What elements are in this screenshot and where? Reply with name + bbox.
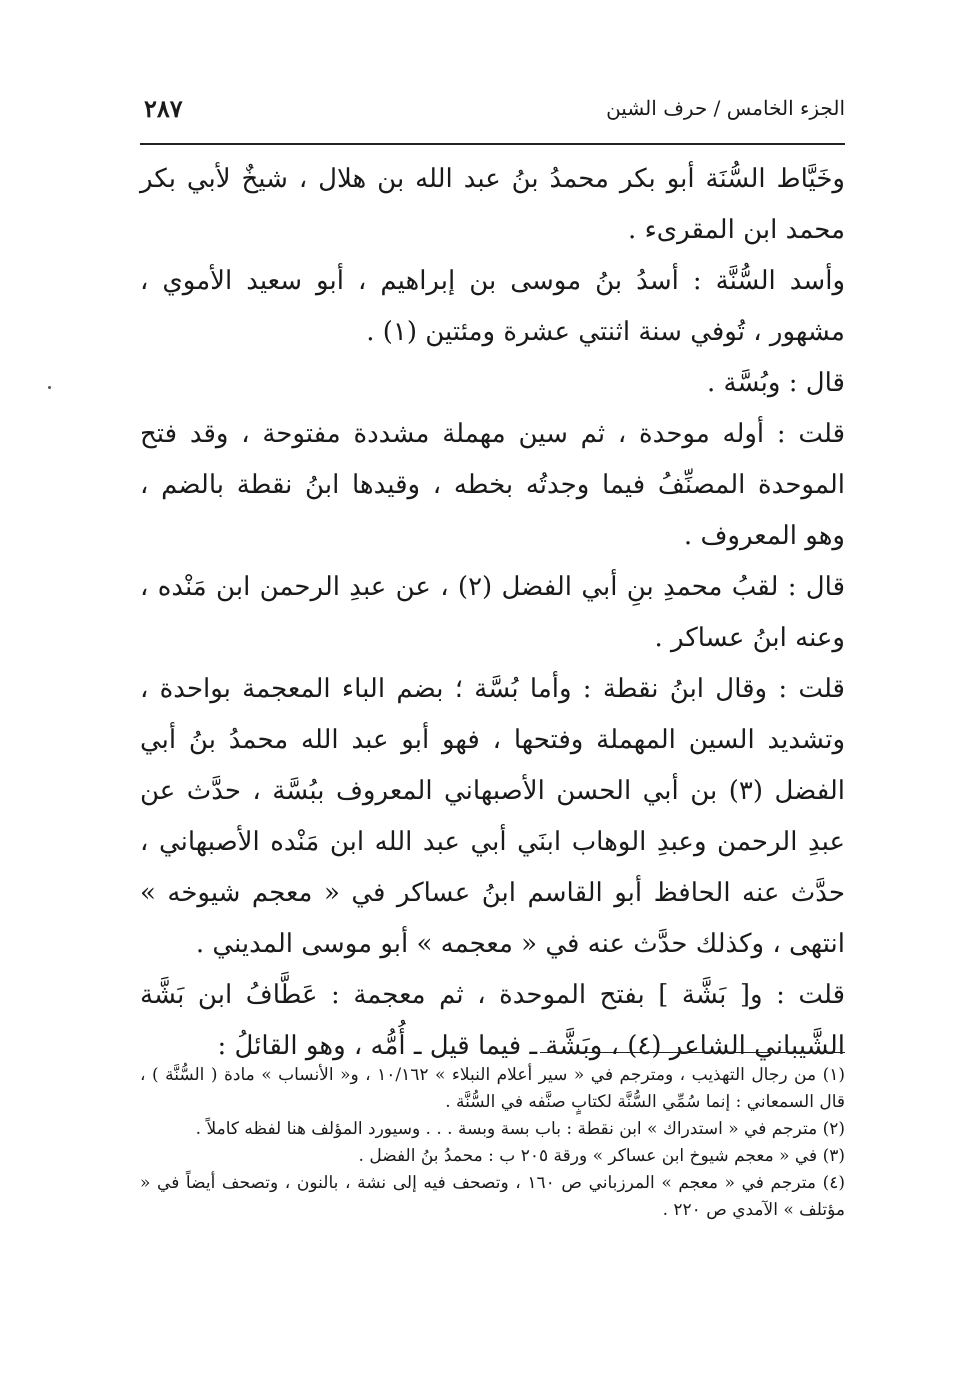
main-text [140, 154, 845, 1072]
paragraph-asad-al-sunna: وأسد السُّنَّة : أسدُ بنُ موسى بن إبراهيم ، أبو سعيد الأموي ، مشهور ، تُوفي سنة اثنتي عشرة ومئتين (١) . [140, 266, 845, 347]
footnote-3: (٣) في « معجم شيوخ ابن عساكر » ورقة ٢٠٥ ب : محمدُ بنُ الفضل . [358, 1146, 845, 1166]
page-header [140, 92, 845, 132]
page-number: ٢٨٧ [144, 94, 183, 123]
running-head: الجزء الخامس / حرف الشين [606, 96, 845, 120]
footnote-rule [540, 1052, 845, 1053]
footnote-2: (٢) مترجم في « استدراك » ابن نقطة : باب بسة وبسة . . . وسيورد المؤلف هنا لفظه كاملاً . [195, 1119, 845, 1139]
paragraph-ibn-nuqta: قلت : وقال ابنُ نقطة : وأما بُسَّة ؛ بضم الباء المعجمة بواحدة ، وتشديد السين المهملة وفتحها ، فهو أبو عبد الله محمدُ بنُ أبي الفضل (٣) بن أبي الحسن الأصبهاني المعروف ببُسَّة ، حدَّث عن عبدِ الرحمن وعبدِ الوهاب ابنَي أبي عبد الله ابن مَنْده الأصبهاني ، حدَّث عنه الحافظ أبو القاسم ابنُ عساكر في « معجم شيوخه » انتهى ، وكذلك حدَّث عنه في « معجمه » أبو موسى المديني . [140, 674, 845, 959]
footnote-1: (١) من رجال التهذيب ، ومترجم في « سير أعلام النبلاء » ١٠/١٦٢ ، و« الأنساب » مادة ( السُّنَّة ) ، قال السمعاني : إنما سُمِّي السُّنَّة لكتابٍ صنَّفه في السُّنَّة . [140, 1065, 845, 1112]
paragraph-qala-laqab: قال : لقبُ محمدِ بنِ أبي الفضل (٢) ، عن عبدِ الرحمن ابن مَنْده ، وعنه ابنُ عساكر . [140, 572, 845, 653]
footnotes [140, 1062, 845, 1224]
header-rule [140, 143, 845, 145]
footnote-4: (٤) مترجم في « معجم » المرزباني ص ١٦٠ ، وتصحف فيه إلى نشة ، بالنون ، وتصحف أيضاً في « مؤتلف » الآمدي ص ٢٢٠ . [140, 1173, 845, 1220]
margin-speck [48, 386, 51, 389]
paragraph-bashsha: قلت : و[ بَشَّة ] بفتح الموحدة ، ثم معجمة : عَطَّافُ ابن بَشَّة الشَّيباني الشاعر (٤) ، وبَشَّة ـ فيما قيل ـ أُمُّه ، وهو القائلُ : [140, 980, 845, 1061]
paragraph-qala-bussa: قال : وبُسَّة . [707, 368, 845, 398]
paragraph-khayyat-al-sunna: وخَيَّاط السُّنَة أبو بكر محمدُ بنُ عبد الله بن هلال ، شيخٌ لأبي بكر محمد ابن المقرىء . [140, 164, 845, 245]
paragraph-qultu-awwaluhu: قلت : أوله موحدة ، ثم سين مهملة مشددة مفتوحة ، وقد فتح الموحدة المصنِّفُ فيما وجدتُه بخطه ، وقيدها ابنُ نقطة بالضم ، وهو المعروف . [140, 419, 845, 551]
